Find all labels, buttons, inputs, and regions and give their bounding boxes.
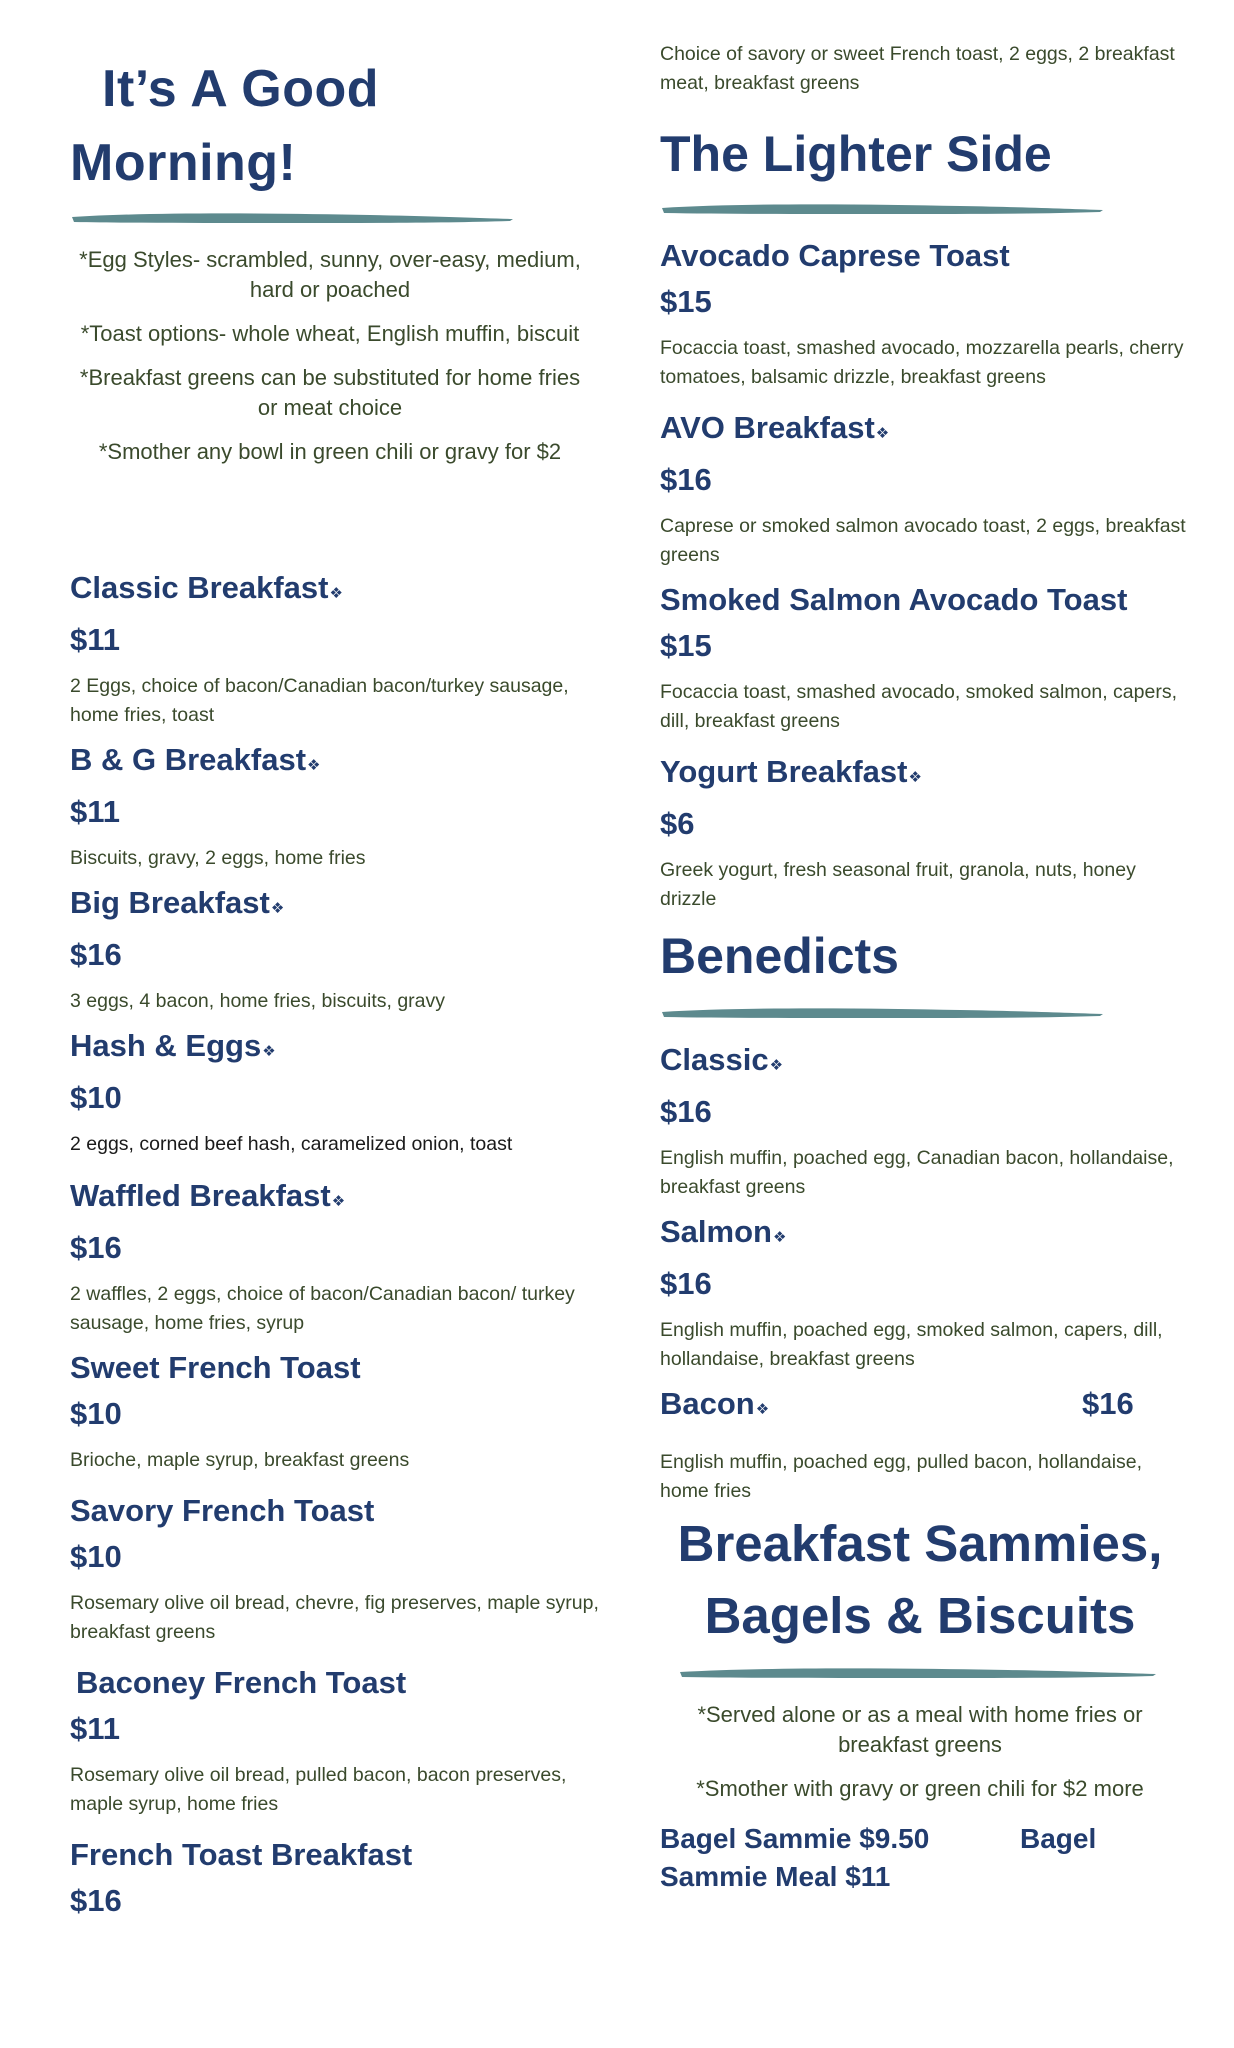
item-price: $11 (70, 1711, 121, 1746)
item-description: Biscuits, gravy, 2 eggs, home fries (70, 847, 366, 869)
item-description: Greek yogurt, fresh seasonal fruit, granola, nuts, honey drizzle (660, 859, 1136, 910)
bagel-label: Bagel (1020, 1823, 1097, 1854)
menu-item (660, 752, 1190, 914)
menu-item (660, 236, 1190, 392)
item-price: $16 (660, 462, 712, 497)
menu-item (70, 568, 610, 730)
item-price: $11 (70, 622, 121, 657)
item-price: $15 (660, 628, 712, 663)
sammies-notes (660, 1700, 1180, 1818)
section-header-benedicts (660, 926, 899, 986)
diamond-icon: ❖ (329, 585, 343, 602)
diamond-icon: ❖ (908, 769, 922, 786)
item-description: Focaccia toast, smashed avocado, smoked salmon, capers, dill, breakfast greens (660, 681, 1177, 732)
diamond-icon: ❖ (270, 900, 285, 917)
item-description: English muffin, poached egg, pulled bacon, hollandaise, home fries (660, 1451, 1143, 1502)
item-price: $16 (70, 937, 122, 972)
item-description: 2 eggs, corned beef hash, caramelized onion, toast (70, 1133, 513, 1155)
item-name: Classic❖ (660, 1042, 784, 1077)
page-title-line1 (102, 52, 379, 127)
item-name: Smoked Salmon Avocado Toast (660, 582, 1128, 617)
note-egg-styles: *Egg Styles- scrambled, sunny, over-easy, medium, hard or poached (79, 247, 581, 302)
item-name: Hash & Eggs❖ (70, 1028, 276, 1063)
item-name: B & G Breakfast❖ (70, 742, 321, 777)
menu-item (70, 1348, 610, 1475)
section-header-sammies (660, 1508, 1180, 1652)
menu-item (660, 1040, 1190, 1202)
note-toast-options: *Toast options- whole wheat, English muffin, biscuit (80, 321, 580, 346)
note-smother-sammies: *Smother with gravy or green chili for $2 more (696, 1776, 1144, 1801)
bagel-sammie-price: Bagel Sammie $9.50 (660, 1823, 930, 1854)
brush-divider (678, 1666, 1158, 1680)
item-name: Bacon❖ $16 (660, 1384, 1190, 1430)
menu-item (660, 408, 1190, 570)
item-name: Yogurt Breakfast❖ (660, 754, 922, 789)
section-title: Benedicts (660, 928, 899, 984)
menu-item (70, 740, 610, 873)
item-price: $15 (660, 284, 712, 319)
item-name: AVO Breakfast❖ (660, 410, 890, 445)
sammie-row (660, 1820, 1190, 1858)
menu-item (70, 1176, 610, 1338)
menu-item (70, 1663, 616, 1819)
sammies-items (660, 1820, 1190, 1896)
title-text: Morning! (70, 134, 297, 192)
item-name: Savory French Toast (70, 1493, 375, 1528)
section-header-lighter (660, 124, 1052, 184)
note-smother: *Smother any bowl in green chili or gravy for $2 (98, 439, 562, 464)
menu-item (70, 1491, 610, 1647)
diamond-icon: ❖ (875, 425, 890, 442)
item-name: Waffled Breakfast❖ (70, 1178, 346, 1213)
diamond-icon: ❖ (769, 1057, 784, 1074)
item-description: Focaccia toast, smashed avocado, mozzarella pearls, cherry tomatoes, balsamic drizzle, breakfast greens (660, 337, 1184, 388)
brush-divider (660, 1006, 1105, 1020)
item-price: $10 (70, 1396, 122, 1431)
section-title: Breakfast Sammies, (677, 1515, 1163, 1572)
item-description: English muffin, poached egg, smoked salmon, capers, dill, hollandaise, breakfast greens (660, 1319, 1163, 1370)
item-price: $11 (70, 794, 121, 829)
item-description: Rosemary olive oil bread, pulled bacon, bacon preserves, maple syrup, home fries (70, 1764, 567, 1815)
note-breakfast-greens: *Breakfast greens can be substituted for home fries or meat choice (79, 365, 581, 420)
diamond-icon: ❖ (262, 1043, 276, 1060)
item-price: $16 (660, 1266, 712, 1301)
item-description: 3 eggs, 4 bacon, home fries, biscuits, gravy (70, 990, 446, 1012)
item-price: $10 (70, 1080, 122, 1115)
item-price: $6 (660, 806, 695, 841)
menu-item (660, 1212, 1190, 1374)
item-description: English muffin, poached egg, Canadian bacon, hollandaise, breakfast greens (660, 1147, 1174, 1198)
page-title-line2 (70, 126, 296, 201)
brush-divider (70, 211, 515, 225)
note-served: *Served alone or as a meal with home fries or breakfast greens (697, 1702, 1143, 1757)
menu-item (70, 883, 610, 1016)
item-price: $16 (1082, 1386, 1134, 1421)
item-name: French Toast Breakfast (70, 1837, 413, 1872)
item-name: Baconey French Toast (76, 1665, 407, 1700)
menu-item (70, 1026, 610, 1159)
item-name: Sweet French Toast (70, 1350, 361, 1385)
notes-block (70, 245, 590, 481)
item-price: $10 (70, 1539, 122, 1574)
diamond-icon: ❖ (772, 1229, 787, 1246)
item-name: Avocado Caprese Toast (660, 238, 1010, 273)
item-description: Brioche, maple syrup, breakfast greens (70, 1449, 410, 1471)
diamond-icon: ❖ (331, 1193, 346, 1210)
menu-item (70, 1835, 610, 1921)
item-price: $16 (70, 1230, 122, 1265)
item-name: Classic Breakfast❖ (70, 570, 343, 605)
diamond-icon: ❖ (755, 1401, 770, 1418)
brush-divider (660, 202, 1105, 216)
diamond-icon: ❖ (307, 757, 321, 774)
item-price: $16 (660, 1094, 712, 1129)
sammie-meal-price: Sammie Meal $11 (660, 1861, 891, 1892)
title-text: It’s A Good (102, 60, 380, 118)
menu-item (660, 1384, 1190, 1506)
item-description: 2 waffles, 2 eggs, choice of bacon/Canadian bacon/ turkey sausage, home fries, syrup (70, 1283, 575, 1334)
item-name: Salmon❖ (660, 1214, 787, 1249)
item-name: Big Breakfast❖ (70, 885, 285, 920)
item-price: $16 (70, 1883, 122, 1918)
item-description: Rosemary olive oil bread, chevre, fig preserves, maple syrup, breakfast greens (70, 1592, 599, 1643)
menu-item (660, 580, 1190, 736)
item-description: Choice of savory or sweet French toast, 2 eggs, 2 breakfast meat, breakfast greens (660, 43, 1175, 94)
section-title: The Lighter Side (660, 126, 1052, 182)
item-description: Caprese or smoked salmon avocado toast, 2 eggs, breakfast greens (660, 515, 1186, 566)
item-description: 2 Eggs, choice of bacon/Canadian bacon/turkey sausage, home fries, toast (70, 675, 569, 726)
section-title: Bagels & Biscuits (704, 1587, 1136, 1644)
